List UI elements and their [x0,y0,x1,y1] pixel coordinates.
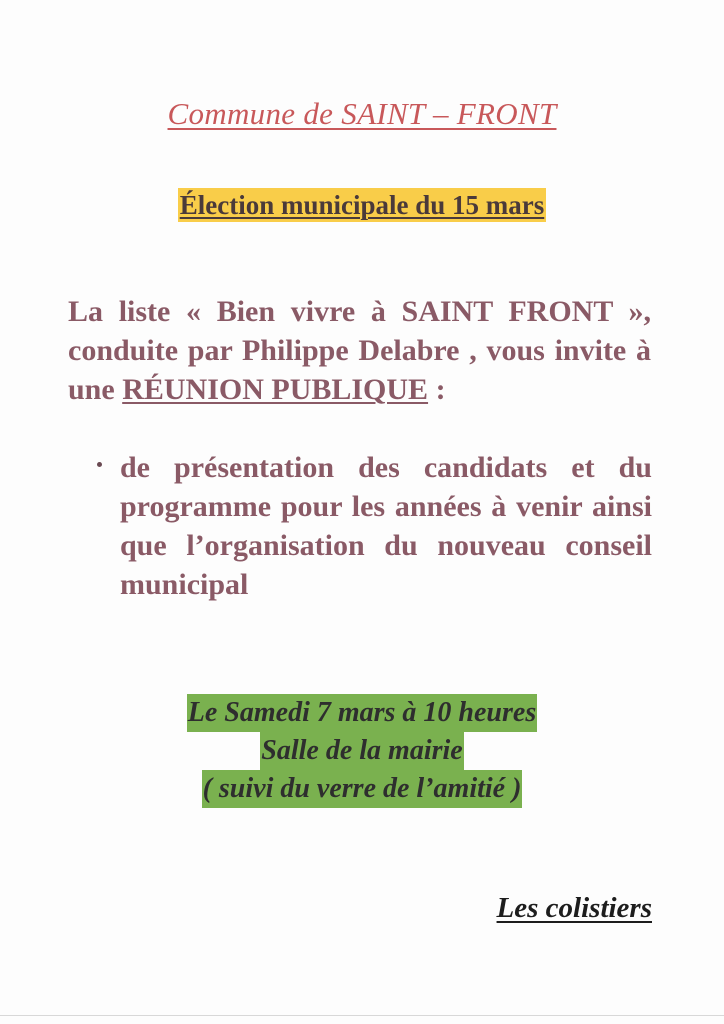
intro-text: La liste « Bien vivre à SAINT FRONT », conduite par Philippe Delabre , vous invite à une [68,295,651,406]
event-place: Salle de la mairie [260,732,463,770]
bullet-dot-icon [97,462,102,467]
scan-edge-divider [0,1015,724,1016]
election-heading: Élection municipale du 15 mars [179,190,545,220]
intro-paragraph [68,292,651,409]
reunion-publique-text: RÉUNION PUBLIQUE [122,373,429,406]
commune-title: Commune de SAINT – FRONT [167,96,557,131]
signature: Les colistiers [496,892,652,924]
intro-colon: : [428,373,446,406]
agenda-bullet-item: de présentation des candidats et du programme pour les années à venir ainsi que l’organisation du nouveau conseil municipal [120,451,652,601]
event-note: ( suivi du verre de l’amitié ) [202,770,523,808]
event-details [0,694,724,808]
event-date: Le Samedi 7 mars à 10 heures [187,694,537,732]
election-heading-wrap [0,188,724,222]
